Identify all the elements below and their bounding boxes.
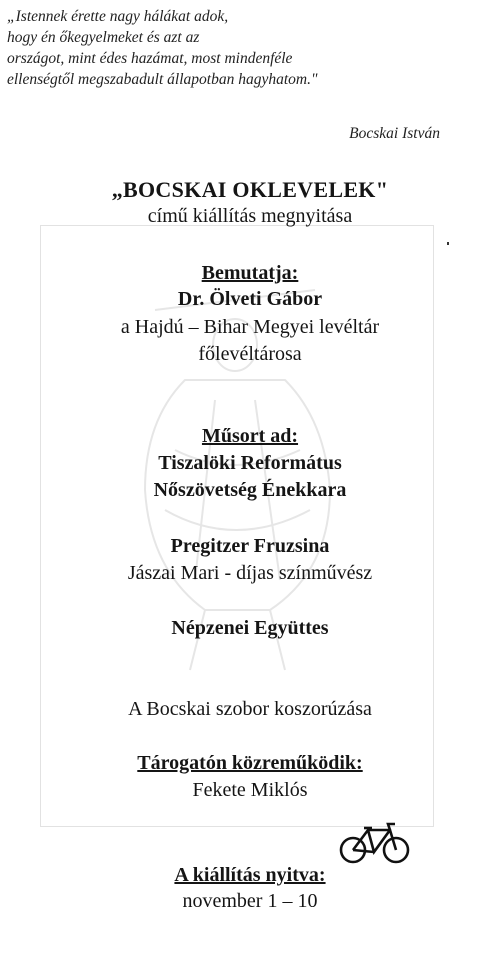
opening-dates: november 1 – 10 bbox=[182, 890, 318, 912]
tarogato-heading: Tárogatón közreműködik: bbox=[137, 752, 363, 774]
quote-block bbox=[7, 6, 487, 90]
presenter-role-line2: főlevéltárosa bbox=[198, 343, 302, 365]
wreath-laying: A Bocskai szobor koszorúzása bbox=[128, 698, 372, 720]
quote-line: országot, mint édes hazámat, most mindenféle bbox=[7, 50, 293, 67]
event-title: „BOCSKAI OKLEVELEK" bbox=[111, 177, 389, 202]
performer-name: Pregitzer Fruzsina bbox=[170, 535, 330, 557]
presenter-role-line1: a Hajdú – Bihar Megyei levéltár bbox=[120, 316, 380, 338]
ensemble-name: Népzenei Együttes bbox=[171, 617, 329, 639]
presenter-heading: Bemutatja: bbox=[201, 262, 299, 284]
quote-author: Bocskai István bbox=[349, 125, 440, 142]
performer-title: Jászai Mari - díjas színművész bbox=[127, 562, 373, 584]
choir-line2: Nőszövetség Énekkara bbox=[153, 479, 347, 501]
quote-line: „Istennek érette nagy hálákat adok, bbox=[7, 8, 229, 25]
quote-line: ellenségtől megszabadult állapotban hagyhatom." bbox=[7, 71, 318, 88]
quote-line: hogy én őkegyelmeket és azt az bbox=[7, 29, 200, 46]
presenter-name: Dr. Ölveti Gábor bbox=[177, 288, 323, 310]
choir-line1: Tiszalöki Református bbox=[158, 452, 342, 474]
opening-heading: A kiállítás nyitva: bbox=[174, 864, 326, 886]
event-subtitle: című kiállítás megnyitása bbox=[147, 205, 353, 227]
speck bbox=[447, 242, 449, 245]
tarogato-name: Fekete Miklós bbox=[192, 779, 308, 801]
bicycle-icon bbox=[338, 822, 412, 866]
program-heading: Műsort ad: bbox=[201, 425, 299, 447]
